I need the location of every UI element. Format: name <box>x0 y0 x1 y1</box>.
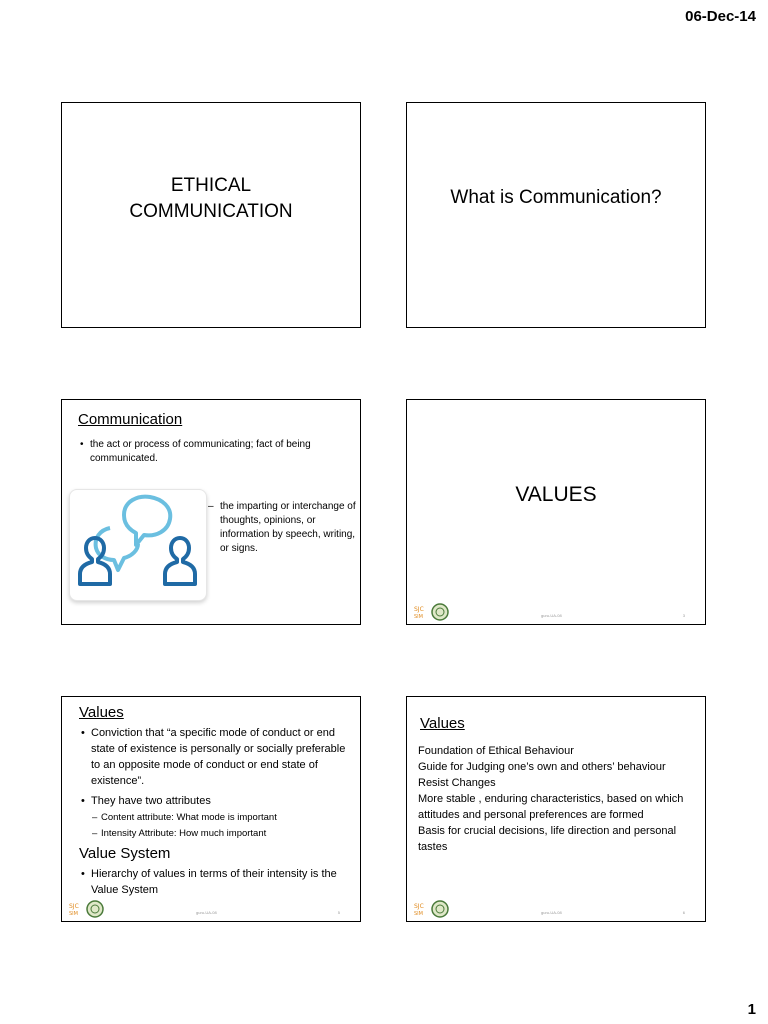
bullet-item <box>81 866 353 898</box>
svg-text:SIM: SIM <box>69 911 78 917</box>
bullet-item <box>81 725 353 789</box>
text-lines <box>418 743 706 855</box>
slide-number: 6 <box>682 910 685 915</box>
slide-heading: Communication <box>78 411 183 428</box>
slide-6[interactable] <box>406 696 706 922</box>
slide-title: What is Communication? <box>450 187 662 208</box>
slide-heading: Values <box>420 715 465 732</box>
bullet-text: They have two attributes <box>91 795 211 807</box>
text-line: Foundation of Ethical Behaviour <box>418 745 574 757</box>
bullet-item <box>80 438 330 466</box>
title-line-2: COMMUNICATION <box>129 201 293 222</box>
text-line: Resist Changes <box>418 777 496 789</box>
slide-3[interactable] <box>61 399 361 625</box>
sub-bullet-item <box>92 811 277 825</box>
title-line-1: ETHICAL <box>170 175 252 196</box>
dash-icon: – <box>92 828 98 839</box>
text-line: More stable , enduring characteristics, based on which attitudes and personal preferences are formed <box>418 793 684 821</box>
bullet-item <box>81 793 353 809</box>
definition-text: the imparting or interchange of thoughts, opinions, or information by speech, writing, or signs. <box>220 501 356 554</box>
sub-bullet-item <box>92 827 267 841</box>
slide-1[interactable] <box>61 102 361 328</box>
footer-text: guru-UA-08 <box>541 613 562 618</box>
text-line: Basis for crucial decisions, life direction and personal tastes <box>418 825 677 853</box>
page-number: 1 <box>747 1001 756 1018</box>
footer-text: guru-UA-08 <box>541 910 562 915</box>
communication-illustration <box>69 489 207 601</box>
chat-people-icon <box>70 490 206 600</box>
slide-heading: Values <box>79 704 124 721</box>
bullet-icon: • <box>81 868 85 880</box>
slide-title <box>62 173 360 225</box>
slide-number: 3 <box>682 613 685 618</box>
bullet-icon: • <box>81 795 85 807</box>
slide-2[interactable] <box>406 102 706 328</box>
bullet-icon: • <box>81 727 85 739</box>
svg-text:SIM: SIM <box>414 911 423 917</box>
institute-logo-icon <box>413 602 449 622</box>
sub-bullet-text: Content attribute: What mode is important <box>101 812 277 823</box>
bullet-text: Conviction that “a specific mode of conduct or end state of existence is personally or socially preferable to an opposite mode of conduct or end state of existence”. <box>91 727 346 787</box>
institute-logo-icon <box>68 899 104 919</box>
sub-bullet-text: Intensity Attribute: How much important <box>101 828 267 839</box>
definition-item <box>208 500 356 556</box>
svg-text:SJC: SJC <box>414 606 424 613</box>
slide-subheading: Value System <box>79 845 171 862</box>
dash-icon: – <box>92 812 98 823</box>
slide-number: 5 <box>337 910 340 915</box>
bullet-text: the act or process of communicating; fact of being communicated. <box>90 439 311 464</box>
slide-5[interactable] <box>61 696 361 922</box>
slide-title: VALUES <box>515 483 597 506</box>
page-date: 06-Dec-14 <box>685 8 756 25</box>
text-line: Guide for Judging one’s own and others’ behaviour <box>418 761 666 773</box>
svg-text:SJC: SJC <box>414 903 424 910</box>
slide-4[interactable] <box>406 399 706 625</box>
svg-text:SIM: SIM <box>414 614 423 620</box>
svg-text:SJC: SJC <box>69 903 79 910</box>
bullet-text: Hierarchy of values in terms of their intensity is the Value System <box>91 868 337 896</box>
footer-text: guru-UA-08 <box>196 910 217 915</box>
institute-logo-icon <box>413 899 449 919</box>
bullet-icon: • <box>80 439 84 450</box>
dash-icon: – <box>208 501 214 512</box>
